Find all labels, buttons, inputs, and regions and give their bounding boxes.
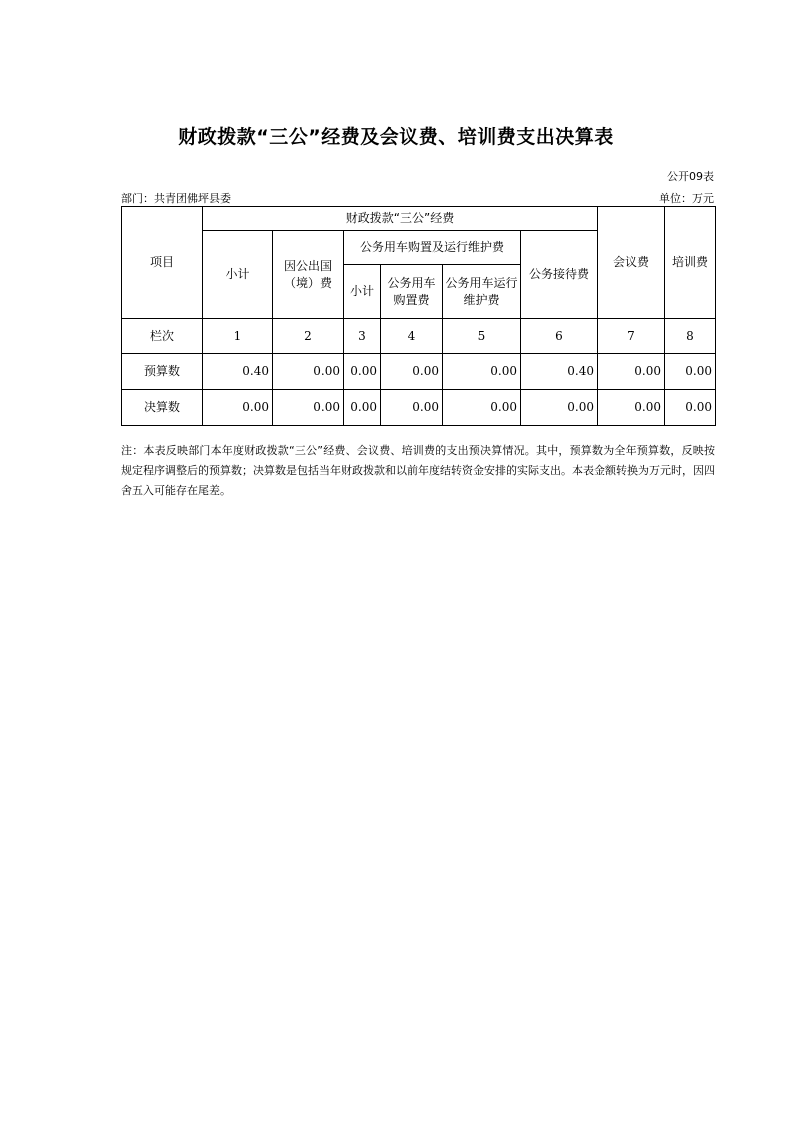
value-cell: 0.00 bbox=[381, 390, 443, 426]
table-row-index bbox=[122, 319, 716, 354]
index-cell: 8 bbox=[665, 319, 716, 354]
value-cell: 0.00 bbox=[344, 354, 381, 390]
header-item: 项目 bbox=[122, 207, 203, 319]
header-subtotal: 小计 bbox=[203, 231, 273, 319]
header-vehicle-subtotal: 小计 bbox=[344, 265, 381, 319]
header-vehicle-group: 公务用车购置及运行维护费 bbox=[344, 231, 521, 265]
value-cell: 0.00 bbox=[665, 390, 716, 426]
header-reception: 公务接待费 bbox=[521, 231, 598, 319]
value-cell: 0.00 bbox=[203, 390, 273, 426]
unit-label: 单位：万元 bbox=[659, 192, 714, 205]
header-vehicle-purchase: 公务用车购置费 bbox=[381, 265, 443, 319]
value-cell: 0.00 bbox=[273, 354, 344, 390]
value-cell: 0.00 bbox=[665, 354, 716, 390]
value-cell: 0.00 bbox=[273, 390, 344, 426]
index-cell: 1 bbox=[203, 319, 273, 354]
expenditure-table bbox=[121, 206, 716, 426]
value-cell: 0.00 bbox=[521, 390, 598, 426]
value-cell: 0.40 bbox=[203, 354, 273, 390]
row-label: 栏次 bbox=[122, 319, 203, 354]
index-cell: 6 bbox=[521, 319, 598, 354]
value-cell: 0.00 bbox=[344, 390, 381, 426]
index-cell: 3 bbox=[344, 319, 381, 354]
header-abroad: 因公出国（境）费 bbox=[273, 231, 344, 319]
footnote: 注：本表反映部门本年度财政拨款“三公”经费、会议费、培训费的支出预决算情况。其中，预算数为全年预算数，反映按规定程序调整后的预算数；决算数是包括当年财政拨款和以前年度结转资金安排的实际支出。本表金额转换为万元时，因四舍五入可能存在尾差。 bbox=[121, 444, 715, 497]
index-cell: 2 bbox=[273, 319, 344, 354]
department-label: 部门：共青团佛坪县委 bbox=[121, 192, 231, 205]
row-label: 预算数 bbox=[122, 354, 203, 390]
row-label: 决算数 bbox=[122, 390, 203, 426]
header-three-public-funds: 财政拨款“三公”经费 bbox=[203, 207, 598, 231]
value-cell: 0.00 bbox=[443, 354, 521, 390]
form-number: 公开09表 bbox=[667, 170, 714, 183]
header-meeting: 会议费 bbox=[598, 207, 665, 319]
value-cell: 0.00 bbox=[443, 390, 521, 426]
table-row-actual bbox=[122, 390, 716, 426]
value-cell: 0.40 bbox=[521, 354, 598, 390]
index-cell: 7 bbox=[598, 319, 665, 354]
table-row-budget bbox=[122, 354, 716, 390]
index-cell: 5 bbox=[443, 319, 521, 354]
header-training: 培训费 bbox=[665, 207, 716, 319]
value-cell: 0.00 bbox=[381, 354, 443, 390]
value-cell: 0.00 bbox=[598, 354, 665, 390]
index-cell: 4 bbox=[381, 319, 443, 354]
value-cell: 0.00 bbox=[598, 390, 665, 426]
header-vehicle-operation: 公务用车运行维护费 bbox=[443, 265, 521, 319]
page-title: 财政拨款“三公”经费及会议费、培训费支出决算表 bbox=[178, 126, 614, 148]
